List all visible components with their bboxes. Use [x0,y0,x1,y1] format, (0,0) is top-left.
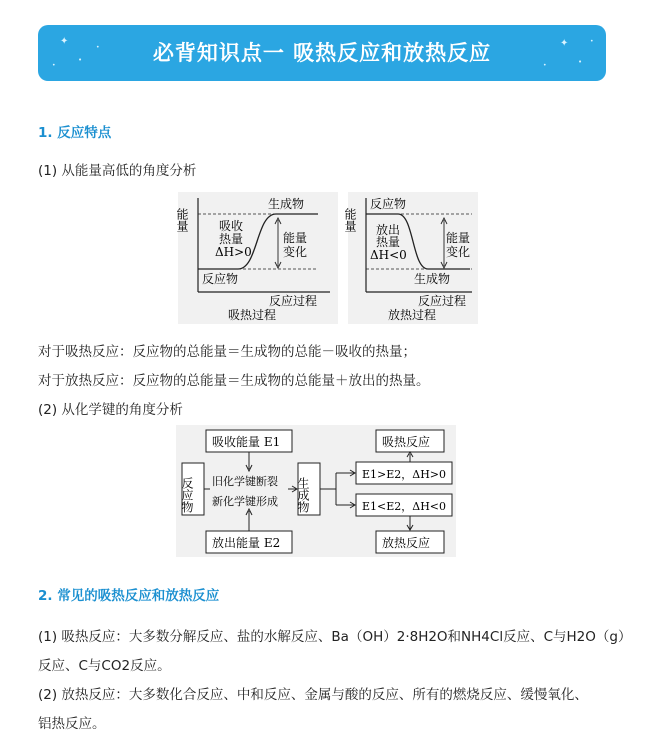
graph-caption: 放热过程 [388,308,437,322]
endo-reaction-label: 吸热反应 [382,435,431,449]
y-axis-label: 能量 [175,208,189,232]
endo-condition-label: E1>E2，ΔH>0 [362,468,447,481]
exo-reaction-label: 放热反应 [382,536,431,550]
reactant-label: 反应物 [180,477,194,513]
absorb-label: 吸收 [219,219,244,233]
endothermic-energy-graph [175,192,338,324]
absorb-label: 热量 [219,232,244,246]
endothermic-statement: 对于吸热反应：反应物的总能量＝生成物的总能－吸收的热量； [38,344,416,360]
sparkle-icon: • [590,38,594,45]
sparkle-icon: ✦ [60,36,69,47]
item-bond-analysis: (2) 从化学键的角度分析 [38,402,183,418]
exo-condition-label: E1<E2，ΔH<0 [362,500,447,513]
exothermic-examples-line2: 铝热反应。 [38,716,106,732]
sparkle-icon: ✦ [560,38,569,49]
energy-change-label: 能量 [283,231,308,245]
reactant-label: 反应物 [370,197,407,211]
sparkle-icon: • [543,62,547,69]
product-label: 生成物 [296,477,310,513]
product-label: 生成物 [414,272,451,286]
exothermic-statement: 对于放热反应：反应物的总能量＝生成物的总能量＋放出的热量。 [38,373,430,389]
release-label: 热量 [376,235,401,249]
y-axis-label: 能量 [343,208,357,232]
graph-caption: 吸热过程 [228,308,277,322]
section-heading-common-reactions: 2. 常见的吸热反应和放热反应 [38,588,220,604]
exothermic-energy-graph [343,192,478,324]
sparkle-icon: • [578,58,583,66]
x-axis-label: 反应过程 [418,294,467,308]
product-label: 生成物 [268,197,305,211]
absorb-energy-label: 吸收能量 E1 [212,435,281,449]
release-energy-label: 放出能量 E2 [212,536,281,550]
energy-change-label: 变化 [283,245,308,259]
release-label: 放出 [376,223,401,237]
page-title: 必背知识点一 吸热反应和放热反应 [152,41,492,65]
bond-energy-diagram [176,425,456,557]
energy-change-label: 能量 [446,231,471,245]
item-energy-analysis: (1) 从能量高低的角度分析 [38,163,197,179]
exothermic-examples-line1: (2) 放热反应：大多数化合反应、中和反应、金属与酸的反应、所有的燃烧反应、缓慢氧化、 [38,687,588,703]
x-axis-label: 反应过程 [269,294,318,308]
bond-break-label: 旧化学键断裂 [212,475,278,488]
energy-change-label: 变化 [446,245,471,259]
title-banner [38,25,606,81]
reactant-label: 反应物 [202,272,239,286]
delta-h-label: ΔH>0 [215,245,252,259]
sparkle-icon: • [78,56,83,64]
endothermic-examples-line2: 反应、C与CO2反应。 [38,658,171,674]
delta-h-label: ΔH<0 [370,248,407,262]
endothermic-examples-line1: (1) 吸热反应：大多数分解反应、盐的水解反应、Ba（OH）2·8H2O和NH4Cl反应、C与H2O（g） [38,629,632,645]
sparkle-icon: • [96,44,100,51]
bond-form-label: 新化学键形成 [212,495,278,508]
sparkle-icon: • [52,62,56,69]
section-heading-features: 1. 反应特点 [38,125,112,141]
